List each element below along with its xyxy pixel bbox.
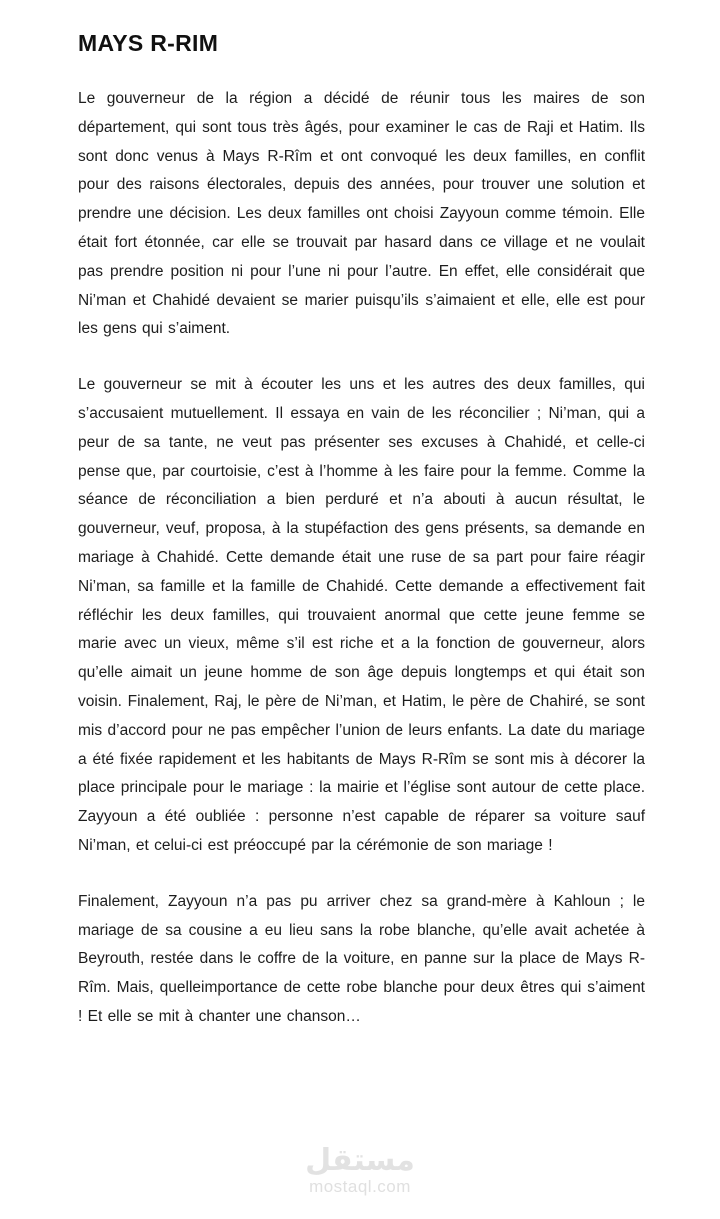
watermark-site-label: mostaql.com xyxy=(309,1177,411,1196)
document-content xyxy=(78,30,645,1059)
mostaql-logo: مستقل xyxy=(305,1143,415,1178)
paragraph-3: Finalement, Zayyoun n’a pas pu arriver chez sa grand-mère à Kahloun ; le mariage de sa cousine a eu lieu sans la robe blanche, qu’elle avait achetée à Beyrouth, restée dans le coffre de la voiture, en panne sur la place de Mays R-Rîm. Mais, quelleimportance de cette robe blanche pour deux êtres qui s’aiment ! Et elle se mit à chanter une chanson… xyxy=(78,892,645,1025)
paragraph-2: Le gouverneur se mit à écouter les uns et les autres des deux familles, qui s’accusaient mutuellement. Il essaya en vain de les réconcilier ; Ni’man, qui a peur de sa tante, ne veut pas présenter ses excuses à Chahidé, et celle-ci pense que, par courtoisie, c’est à l’homme à les faire pour la femme. Comme la séance de réconciliation a bien perduré et n’a abouti à aucun résultat, le gouverneur, veuf, proposa, à la stupéfaction des gens présents, sa demande en mariage à Chahidé. Cette demande était une ruse de sa part pour faire réagir Ni’man, sa famille et la famille de Chahidé. Cette demande a effectivement fait réfléchir les deux familles, qui trouvaient anormal que cette jeune femme se marie avec un vieux, même s’il est riche et a la fonction de gouverneur, alors qu’elle aimait un jeune homme de son âge depuis longtemps et qui était son voisin. Finalement, Raj, le père de Ni’man, et Hatim, le père de Chahiré, se sont mis d’accord pour ne pas empêcher l’union de leurs enfants. La date du mariage a été fixée rapidement et les habitants de Mays R-Rîm se sont mis à décorer la place principale pour le mariage : la mairie et l’église sont autour de cette place. Zayyoun a été oubliée : personne n’est capable de réparer sa voiture sauf Ni’man, et celui-ci est préoccupé par la cérémonie de son mariage ! xyxy=(78,376,645,854)
document-title: MAYS R-RIM xyxy=(78,30,219,56)
paragraph-1: Le gouverneur de la région a décidé de réunir tous les maires de son département, qui sont tous très âgés, pour examiner le cas de Raji et Hatim. Ils sont donc venus à Mays R-Rîm et ont convoqué les deux familles, en conflit pour des raisons électorales, depuis des années, pour trouver une solution et prendre une décision. Les deux familles ont choisi Zayyoun comme témoin. Elle était fort étonnée, car elle se trouvait par hasard dans ce village et ne voulait pas prendre position ni pour l’une ni pour l’autre. En effet, elle considérait que Ni’man et Chahidé devaient se marier puisqu’ils s’aimaient et elle, elle est pour les gens qui s’aiment. xyxy=(78,90,645,338)
watermark xyxy=(0,1144,720,1196)
